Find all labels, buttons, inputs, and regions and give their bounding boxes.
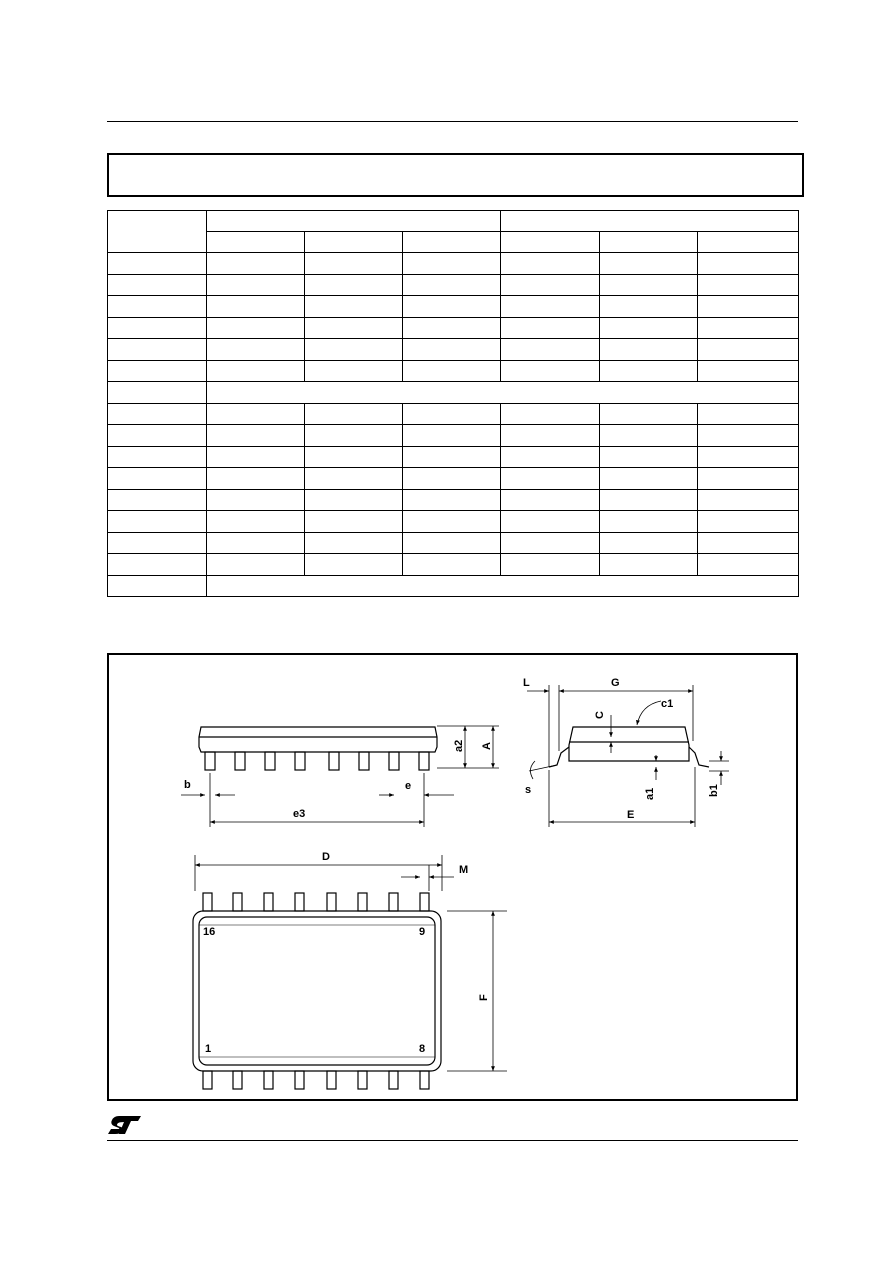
value-cell [600,296,698,318]
pin-8-label: 8 [419,1043,426,1055]
value-cell [698,339,799,361]
package-drawing [107,653,798,1101]
dimension-cell [108,360,207,382]
group-header-cell [207,211,501,232]
dimension-cell [108,382,207,404]
dimension-cell [108,511,207,533]
value-cell [600,425,698,447]
value-cell [698,468,799,490]
value-cell [403,339,501,361]
value-cell [600,403,698,425]
subheader-cell [305,232,403,253]
value-cell [305,532,403,554]
dimension-cell [108,425,207,447]
dimension-cell [108,468,207,490]
group-header-cell [501,211,799,232]
value-cell [305,468,403,490]
dimension-cell [108,253,207,275]
subheader-cell [501,232,600,253]
table-row [108,532,799,554]
outline-drawing-svg [109,655,796,1099]
pin-1-label: 1 [205,1043,212,1055]
dimension-cell [108,403,207,425]
value-cell [207,339,305,361]
value-cell [207,468,305,490]
value-cell [403,296,501,318]
top-view [193,855,507,1089]
value-cell [207,425,305,447]
value-cell [207,317,305,339]
top-view-leads-upper [203,893,429,911]
value-cell [207,489,305,511]
value-cell [403,274,501,296]
value-cell [305,425,403,447]
header-rule [107,121,798,122]
table-body [108,253,799,597]
label-L: L [523,677,530,689]
st-logo-icon [107,1114,143,1136]
value-cell [403,425,501,447]
value-cell [305,296,403,318]
end-view [527,685,729,827]
dim-header-cell [108,211,207,253]
value-cell [207,403,305,425]
dimension-cell [108,532,207,554]
side-view [181,726,499,827]
table-subheader-row [108,232,799,253]
value-cell [698,253,799,275]
subheader-cell [403,232,501,253]
label-s: s [525,784,532,796]
dimension-cell [108,339,207,361]
value-cell [698,532,799,554]
value-cell [501,425,600,447]
value-cell [305,554,403,576]
value-cell [305,446,403,468]
value-cell [600,253,698,275]
table-row [108,554,799,576]
label-A: A [481,742,493,750]
subheader-cell [600,232,698,253]
table-row [108,511,799,533]
label-b: b [184,779,191,791]
value-cell [600,511,698,533]
value-cell [207,511,305,533]
value-cell [403,554,501,576]
table-row [108,339,799,361]
table-row [108,425,799,447]
table-row [108,253,799,275]
value-cell [403,446,501,468]
value-cell [698,446,799,468]
spanned-value-cell [207,382,799,404]
dimension-cell [108,575,207,597]
table-row [108,317,799,339]
value-cell [305,403,403,425]
label-c1: c1 [661,698,674,710]
value-cell [305,339,403,361]
value-cell [698,489,799,511]
value-cell [600,554,698,576]
dimension-cell [108,274,207,296]
value-cell [501,511,600,533]
label-G: G [611,677,620,689]
dimension-cell [108,296,207,318]
value-cell [600,468,698,490]
value-cell [501,296,600,318]
value-cell [600,339,698,361]
value-cell [600,317,698,339]
value-cell [403,403,501,425]
label-D: D [322,851,330,863]
table-row [108,296,799,318]
dimension-cell [108,446,207,468]
value-cell [698,274,799,296]
value-cell [305,489,403,511]
value-cell [501,360,600,382]
dimensions-table [107,210,799,597]
value-cell [207,360,305,382]
table-row [108,446,799,468]
value-cell [600,532,698,554]
package-title-box [107,153,804,197]
value-cell [403,317,501,339]
value-cell [305,317,403,339]
value-cell [501,489,600,511]
value-cell [403,511,501,533]
value-cell [698,403,799,425]
label-C: C [594,711,606,719]
dimension-cell [108,554,207,576]
value-cell [403,532,501,554]
value-cell [403,360,501,382]
value-cell [698,296,799,318]
value-cell [403,253,501,275]
value-cell [305,511,403,533]
value-cell [207,274,305,296]
value-cell [698,511,799,533]
value-cell [600,274,698,296]
value-cell [501,274,600,296]
value-cell [501,532,600,554]
table-row [108,274,799,296]
value-cell [698,360,799,382]
value-cell [501,446,600,468]
pin-16-label: 16 [203,926,216,938]
value-cell [698,317,799,339]
value-cell [501,317,600,339]
spanned-value-cell [207,575,799,597]
value-cell [501,403,600,425]
value-cell [207,296,305,318]
dimension-cell [108,489,207,511]
table-row [108,382,799,404]
value-cell [501,253,600,275]
label-a2: a2 [453,739,465,752]
side-view-leads [205,752,429,770]
footer-rule [107,1140,798,1141]
dimension-cell [108,317,207,339]
top-view-leads-lower [203,1071,429,1089]
label-F: F [478,994,490,1001]
value-cell [403,468,501,490]
value-cell [207,532,305,554]
value-cell [305,274,403,296]
value-cell [600,489,698,511]
value-cell [305,253,403,275]
value-cell [600,446,698,468]
table-row [108,468,799,490]
table-row [108,575,799,597]
subheader-cell [698,232,799,253]
value-cell [305,360,403,382]
label-e: e [405,780,412,792]
value-cell [501,468,600,490]
label-E: E [627,809,635,821]
value-cell [403,489,501,511]
table-row [108,489,799,511]
value-cell [207,554,305,576]
table-row [108,360,799,382]
value-cell [600,360,698,382]
table-header-row [108,211,799,232]
subheader-cell [207,232,305,253]
label-M: M [459,864,469,876]
label-a1: a1 [644,787,656,800]
value-cell [207,446,305,468]
value-cell [501,339,600,361]
value-cell [501,554,600,576]
label-b1: b1 [708,784,720,797]
value-cell [698,425,799,447]
value-cell [698,554,799,576]
label-e3: e3 [293,808,306,820]
value-cell [207,253,305,275]
pin-9-label: 9 [419,926,426,938]
table-row [108,403,799,425]
